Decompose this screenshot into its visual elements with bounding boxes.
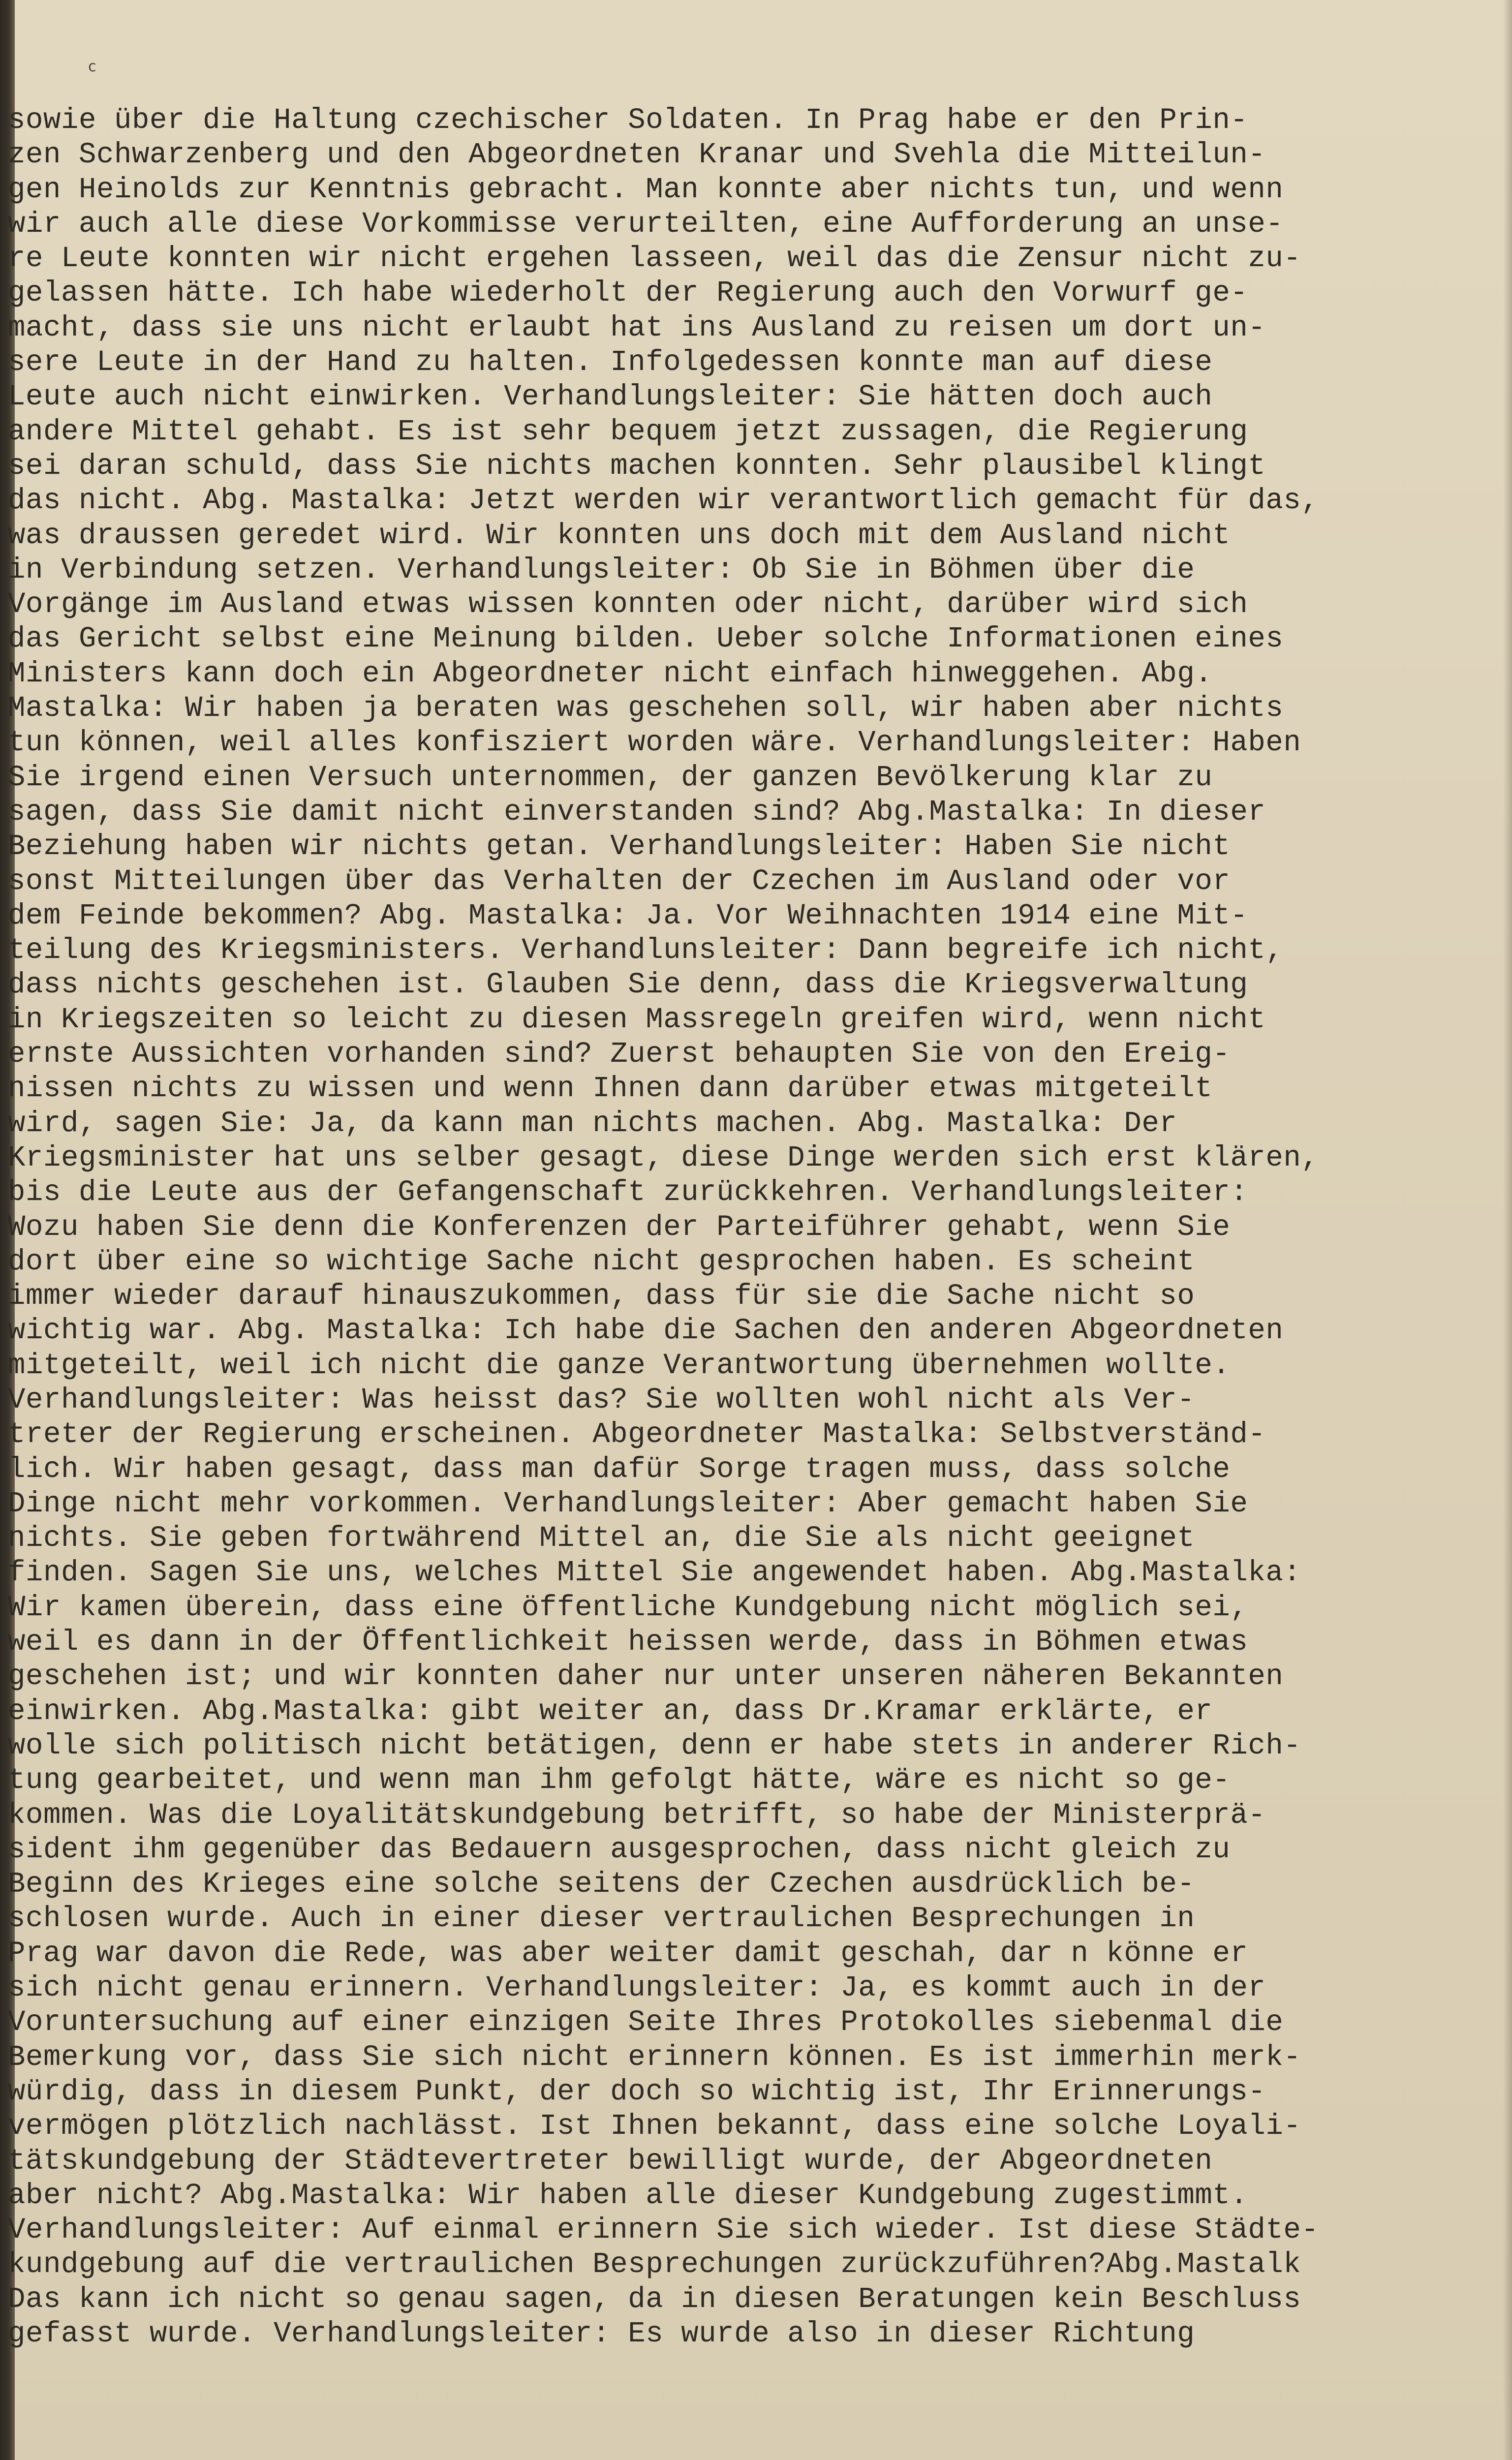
text-line: einwirken. Abg.Mastalka: gibt weiter an, dass Dr.Kramar erklärte, er — [8, 1694, 1213, 1728]
text-line: Leute auch nicht einwirken. Verhandlungsleiter: Sie hätten doch auch — [8, 380, 1213, 414]
text-line: wolle sich politisch nicht betätigen, denn er habe stets in anderer Rich- — [8, 1729, 1301, 1762]
text-line: wir auch alle diese Vorkommisse verurteilten, eine Aufforderung an unse- — [8, 207, 1284, 241]
text-line: ernste Aussichten vorhanden sind? Zuerst behaupten Sie von den Ereig- — [8, 1038, 1231, 1071]
text-line: vermögen plötzlich nachlässt. Ist Ihnen bekannt, dass eine solche Loyali- — [8, 2110, 1301, 2143]
text-line: dort über eine so wichtige Sache nicht gesprochen haben. Es scheint — [8, 1245, 1195, 1278]
text-line: sich nicht genau erinnern. Verhandlungsleiter: Ja, es kommt auch in der — [8, 1971, 1266, 2005]
text-line: in Kriegszeiten so leicht zu diesen Massregeln greifen wird, wenn nicht — [8, 1003, 1266, 1036]
text-line: tun können, weil alles konfisziert worden wäre. Verhandlungsleiter: Haben — [8, 726, 1301, 760]
text-line: sident ihm gegenüber das Bedauern ausgesprochen, dass nicht gleich zu — [8, 1833, 1231, 1866]
text-line: tätskundgebung der Städtevertreter bewilligt wurde, der Abgeordneten — [8, 2144, 1213, 2178]
text-line: Voruntersuchung auf einer einzigen Seite Ihres Protokolles siebenmal die — [8, 2006, 1284, 2039]
text-line: tung gearbeitet, und wenn man ihm gefolgt hätte, wäre es nicht so ge- — [8, 1764, 1231, 1797]
text-line: Verhandlungsleiter: Was heisst das? Sie wollten wohl nicht als Ver- — [8, 1383, 1195, 1416]
text-line: gelassen hätte. Ich habe wiederholt der Regierung auch den Vorwurf ge- — [8, 277, 1248, 310]
text-line: lich. Wir haben gesagt, dass man dafür Sorge tragen muss, dass solche — [8, 1452, 1231, 1486]
text-line: kommen. Was die Loyalitätskundgebung betrifft, so habe der Ministerprä- — [8, 1798, 1266, 1832]
text-line: was draussen geredet wird. Wir konnten uns doch mit dem Ausland nicht — [8, 519, 1231, 552]
text-line: geschehen ist; und wir konnten daher nur unter unseren näheren Bekannten — [8, 1660, 1284, 1693]
text-line: Dinge nicht mehr vorkommen. Verhandlungsleiter: Aber gemacht haben Sie — [8, 1487, 1248, 1520]
text-line: Das kann ich nicht so genau sagen, da in diesen Beratungen kein Beschluss — [8, 2282, 1301, 2316]
text-line: das nicht. Abg. Mastalka: Jetzt werden wir verantwortlich gemacht für das, — [8, 484, 1319, 518]
text-line: dass nichts geschehen ist. Glauben Sie denn, dass die Kriegsverwaltung — [8, 968, 1248, 1002]
text-line: Mastalka: Wir haben ja beraten was geschehen soll, wir haben aber nichts — [8, 692, 1284, 725]
typewritten-body — [8, 103, 1504, 2351]
text-line: sei daran schuld, dass Sie nichts machen konnten. Sehr plausibel klingt — [8, 449, 1266, 483]
text-line: Beziehung haben wir nichts getan. Verhandlungsleiter: Haben Sie nicht — [8, 830, 1231, 863]
text-line: immer wieder darauf hinauszukommen, dass für sie die Sache nicht so — [8, 1280, 1195, 1313]
text-line: Sie irgend einen Versuch unternommen, der ganzen Bevölkerung klar zu — [8, 761, 1213, 794]
text-line: nichts. Sie geben fortwährend Mittel an, die Sie als nicht geeignet — [8, 1522, 1195, 1555]
text-line: sowie über die Haltung czechischer Soldaten. In Prag habe er den Prin- — [8, 104, 1248, 137]
text-line: Vorgänge im Ausland etwas wissen konnten oder nicht, darüber wird sich — [8, 588, 1248, 621]
text-line: andere Mittel gehabt. Es ist sehr bequem jetzt zussagen, die Regierung — [8, 415, 1248, 448]
text-line: Wozu haben Sie denn die Konferenzen der Parteiführer gehabt, wenn Sie — [8, 1210, 1231, 1244]
text-line: sonst Mitteilungen über das Verhalten der Czechen im Ausland oder vor — [8, 864, 1231, 898]
text-line: gefasst wurde. Verhandlungsleiter: Es wurde also in dieser Richtung — [8, 2317, 1195, 2350]
text-line: sagen, dass Sie damit nicht einverstanden sind? Abg.Mastalka: In dieser — [8, 795, 1266, 829]
corner-mark: c — [88, 58, 97, 75]
text-line: Verhandlungsleiter: Auf einmal erinnern Sie sich wieder. Ist diese Städte- — [8, 2214, 1319, 2247]
text-line: Kriegsminister hat uns selber gesagt, diese Dinge werden sich erst klären, — [8, 1141, 1319, 1174]
text-line: macht, dass sie uns nicht erlaubt hat ins Ausland zu reisen um dort un- — [8, 311, 1266, 344]
text-line: würdig, dass in diesem Punkt, der doch so wichtig ist, Ihr Erinnerungs- — [8, 2075, 1266, 2108]
text-line: das Gericht selbst eine Meinung bilden. Ueber solche Informationen eines — [8, 622, 1284, 656]
text-line: gen Heinolds zur Kenntnis gebracht. Man konnte aber nichts tun, und wenn — [8, 173, 1284, 206]
page-edge-shadow — [1503, 0, 1512, 2460]
text-line: in Verbindung setzen. Verhandlungsleiter: Ob Sie in Böhmen über die — [8, 553, 1195, 586]
text-line: sere Leute in der Hand zu halten. Infolgedessen konnte man auf diese — [8, 346, 1213, 379]
text-line: nissen nichts zu wissen und wenn Ihnen dann darüber etwas mitgeteilt — [8, 1072, 1213, 1106]
text-line: Prag war davon die Rede, was aber weiter damit geschah, dar n könne er — [8, 1937, 1248, 1970]
text-line: weil es dann in der Öffentlichkeit heissen werde, dass in Böhmen etwas — [8, 1626, 1248, 1659]
text-line: teilung des Kriegsministers. Verhandlunsleiter: Dann begreife ich nicht, — [8, 934, 1284, 967]
text-line: Ministers kann doch ein Abgeordneter nicht einfach hinweggehen. Abg. — [8, 657, 1213, 690]
text-line: schlosen wurde. Auch in einer dieser vertraulichen Besprechungen in — [8, 1902, 1195, 1936]
text-line: wird, sagen Sie: Ja, da kann man nichts machen. Abg. Mastalka: Der — [8, 1107, 1177, 1140]
text-line: kundgebung auf die vertraulichen Besprechungen zurückzuführen?Abg.Mastalk — [8, 2248, 1301, 2281]
text-line: Beginn des Krieges eine solche seitens der Czechen ausdrücklich be- — [8, 1868, 1195, 1901]
text-line: treter der Regierung erscheinen. Abgeordneter Mastalka: Selbstverständ- — [8, 1418, 1266, 1451]
text-line: aber nicht? Abg.Mastalka: Wir haben alle dieser Kundgebung zugestimmt. — [8, 2179, 1248, 2212]
text-line: mitgeteilt, weil ich nicht die ganze Verantwortung übernehmen wollte. — [8, 1349, 1231, 1382]
text-line: finden. Sagen Sie uns, welches Mittel Sie angewendet haben. Abg.Mastalka: — [8, 1556, 1301, 1590]
text-line: dem Feinde bekommen? Abg. Mastalka: Ja. Vor Weihnachten 1914 eine Mit- — [8, 899, 1248, 932]
text-line: wichtig war. Abg. Mastalka: Ich habe die Sachen den anderen Abgeordneten — [8, 1314, 1284, 1348]
text-line: re Leute konnten wir nicht ergehen lasseen, weil das die Zensur nicht zu- — [8, 242, 1301, 276]
text-line: bis die Leute aus der Gefangenschaft zurückkehren. Verhandlungsleiter: — [8, 1176, 1248, 1209]
text-line: Wir kamen überein, dass eine öffentliche Kundgebung nicht möglich sei, — [8, 1591, 1248, 1624]
text-line: zen Schwarzenberg und den Abgeordneten Kranar und Svehla die Mitteilun- — [8, 138, 1266, 172]
text-line: Bemerkung vor, dass Sie sich nicht erinnern können. Es ist immerhin merk- — [8, 2040, 1301, 2074]
